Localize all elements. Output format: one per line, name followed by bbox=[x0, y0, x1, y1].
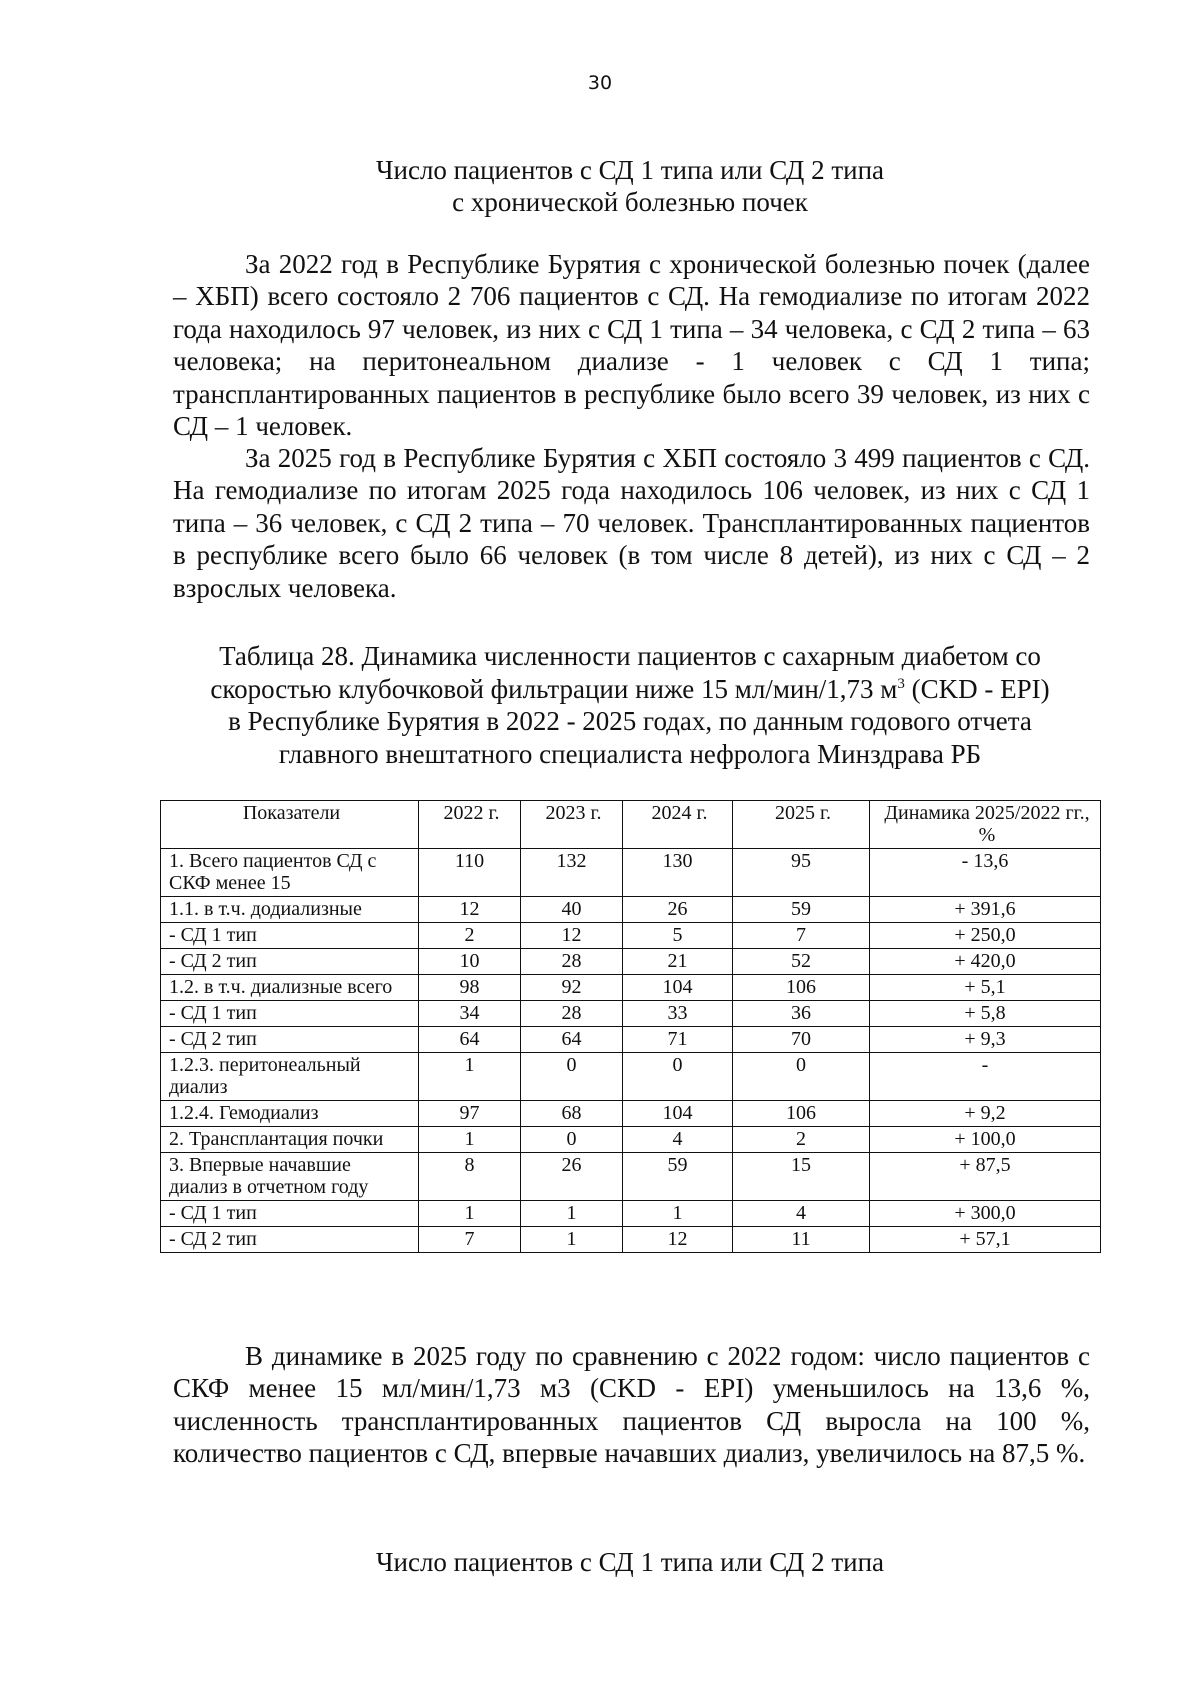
section-heading bbox=[170, 154, 1090, 218]
value-cell: 92 bbox=[521, 975, 623, 1001]
value-cell: 5 bbox=[623, 923, 733, 949]
table-caption-line-2-suffix: (CKD - EPI) bbox=[904, 673, 1050, 704]
row-label-cell: - СД 1 тип bbox=[161, 1001, 419, 1027]
section-heading-line-2: с хронической болезнью почек bbox=[452, 187, 808, 217]
column-header: Динамика 2025/2022 гг., % bbox=[870, 801, 1101, 849]
table-caption-line-2 bbox=[170, 673, 1090, 706]
section-heading-line-1: Число пациентов с СД 1 типа или СД 2 типа bbox=[375, 155, 885, 185]
table-row bbox=[161, 1053, 1101, 1101]
value-cell: 68 bbox=[521, 1101, 623, 1127]
table-row bbox=[161, 1001, 1101, 1027]
value-cell: 11 bbox=[733, 1227, 870, 1253]
row-label-cell: - СД 2 тип bbox=[161, 1027, 419, 1053]
value-cell: 28 bbox=[521, 949, 623, 975]
value-cell: 34 bbox=[419, 1001, 521, 1027]
table-row bbox=[161, 1101, 1101, 1127]
value-cell: 1 bbox=[521, 1227, 623, 1253]
value-cell: 110 bbox=[419, 849, 521, 897]
value-cell: 4 bbox=[623, 1127, 733, 1153]
row-label-cell: - СД 1 тип bbox=[161, 1201, 419, 1227]
value-cell: + 420,0 bbox=[870, 949, 1101, 975]
superscript-3: 3 bbox=[897, 675, 905, 692]
value-cell: + 391,6 bbox=[870, 897, 1101, 923]
table-row bbox=[161, 1201, 1101, 1227]
value-cell: 4 bbox=[733, 1201, 870, 1227]
value-cell: + 9,2 bbox=[870, 1101, 1101, 1127]
value-cell: + 57,1 bbox=[870, 1227, 1101, 1253]
value-cell: 7 bbox=[733, 923, 870, 949]
table-row bbox=[161, 1127, 1101, 1153]
value-cell: 0 bbox=[521, 1127, 623, 1153]
next-section-heading: Число пациентов с СД 1 типа или СД 2 типа bbox=[375, 1547, 885, 1577]
statistics-table bbox=[160, 800, 1101, 1253]
table-row bbox=[161, 1027, 1101, 1053]
value-cell: 21 bbox=[623, 949, 733, 975]
value-cell: 106 bbox=[733, 1101, 870, 1127]
table-row bbox=[161, 1227, 1101, 1253]
column-header: 2025 г. bbox=[733, 801, 870, 849]
table-row bbox=[161, 1153, 1101, 1201]
value-cell: 10 bbox=[419, 949, 521, 975]
column-header: 2024 г. bbox=[623, 801, 733, 849]
row-label-cell: 1.2. в т.ч. диализные всего bbox=[161, 975, 419, 1001]
row-label-cell: 1. Всего пациентов СД с СКФ менее 15 bbox=[161, 849, 419, 897]
value-cell: 1 bbox=[521, 1201, 623, 1227]
value-cell: + 9,3 bbox=[870, 1027, 1101, 1053]
value-cell: 106 bbox=[733, 975, 870, 1001]
value-cell: 33 bbox=[623, 1001, 733, 1027]
value-cell: 64 bbox=[419, 1027, 521, 1053]
column-header: 2022 г. bbox=[419, 801, 521, 849]
value-cell: + 87,5 bbox=[870, 1153, 1101, 1201]
value-cell: 130 bbox=[623, 849, 733, 897]
value-cell: 1 bbox=[623, 1201, 733, 1227]
value-cell: 1 bbox=[419, 1201, 521, 1227]
value-cell: 59 bbox=[623, 1153, 733, 1201]
table-body bbox=[161, 849, 1101, 1253]
value-cell: 36 bbox=[733, 1001, 870, 1027]
column-header-indicator: Показатели bbox=[161, 801, 419, 849]
paragraph-2025: За 2025 год в Республике Бурятия с ХБП состояло 3 499 пациентов с СД. На гемодиализе по итогам 2025 года находилось 106 человек, из них с СД 1 типа – 36 человек, с СД 2 типа – 70 человек. Трансплантированных пациентов в республике всего было 66 человек (в том числе 8 детей), из них с СД – 2 взрослых человека. bbox=[173, 443, 1090, 603]
value-cell: 104 bbox=[623, 1101, 733, 1127]
value-cell: 2 bbox=[419, 923, 521, 949]
value-cell: 59 bbox=[733, 897, 870, 923]
table-row bbox=[161, 923, 1101, 949]
value-cell: 26 bbox=[623, 897, 733, 923]
value-cell: 7 bbox=[419, 1227, 521, 1253]
value-cell: 12 bbox=[419, 897, 521, 923]
value-cell: + 100,0 bbox=[870, 1127, 1101, 1153]
table-caption-line-4: главного внештатного специалиста нефролога Минздрава РБ bbox=[278, 738, 982, 769]
value-cell: 52 bbox=[733, 949, 870, 975]
paragraph-summary: В динамике в 2025 году по сравнению с 2022 годом: число пациентов с СКФ менее 15 мл/мин/1,73 м3 (CKD - EPI) уменьшилось на 13,6 %, численность трансплантированных пациентов СД выросла на 100 %, количество пациентов с СД, впервые начавших диализ, увеличилось на 87,5 %. bbox=[173, 1341, 1090, 1469]
value-cell: 8 bbox=[419, 1153, 521, 1201]
value-cell: 0 bbox=[733, 1053, 870, 1101]
value-cell: 0 bbox=[521, 1053, 623, 1101]
row-label-cell: - СД 1 тип bbox=[161, 923, 419, 949]
column-header: 2023 г. bbox=[521, 801, 623, 849]
row-label-cell: - СД 2 тип bbox=[161, 949, 419, 975]
table-row bbox=[161, 975, 1101, 1001]
paragraph-2022: За 2022 год в Республике Бурятия с хронической болезнью почек (далее – ХБП) всего состояло 2 706 пациентов с СД. На гемодиализе по итогам 2022 года находилось 97 человек, из них с СД 1 типа – 34 человека, с СД 2 типа – 63 человека; на перитонеальном диализе - 1 человек с СД 1 типа; трансплантированных пациентов в республике было всего 39 человек, из них с СД – 1 человек. bbox=[173, 249, 1090, 442]
value-cell: 98 bbox=[419, 975, 521, 1001]
row-label-cell: 1.2.3. перитонеальный диализ bbox=[161, 1053, 419, 1101]
row-label-cell: 1.2.4. Гемодиализ bbox=[161, 1101, 419, 1127]
table-row bbox=[161, 897, 1101, 923]
page-number: 30 bbox=[587, 72, 613, 94]
value-cell: 95 bbox=[733, 849, 870, 897]
value-cell: 12 bbox=[623, 1227, 733, 1253]
value-cell: 64 bbox=[521, 1027, 623, 1053]
table-row bbox=[161, 849, 1101, 897]
table-row bbox=[161, 949, 1101, 975]
value-cell: 1 bbox=[419, 1053, 521, 1101]
value-cell: - 13,6 bbox=[870, 849, 1101, 897]
value-cell: 28 bbox=[521, 1001, 623, 1027]
table-caption-line-3: в Республике Бурятия в 2022 - 2025 годах, по данным годового отчета bbox=[228, 706, 1032, 736]
table-caption-line-2-text: скоростью клубочковой фильтрации ниже 15 мл/мин/1,73 м bbox=[210, 673, 898, 704]
value-cell: 2 bbox=[733, 1127, 870, 1153]
value-cell: + 250,0 bbox=[870, 923, 1101, 949]
table-caption bbox=[170, 640, 1090, 770]
value-cell: 15 bbox=[733, 1153, 870, 1201]
value-cell: 97 bbox=[419, 1101, 521, 1127]
value-cell: + 5,1 bbox=[870, 975, 1101, 1001]
value-cell: + 300,0 bbox=[870, 1201, 1101, 1227]
value-cell: 26 bbox=[521, 1153, 623, 1201]
row-label-cell: 2. Трансплантация почки bbox=[161, 1127, 419, 1153]
value-cell: 1 bbox=[419, 1127, 521, 1153]
value-cell: 104 bbox=[623, 975, 733, 1001]
row-label-cell: 3. Впервые начавшие диализ в отчетном году bbox=[161, 1153, 419, 1201]
value-cell: 132 bbox=[521, 849, 623, 897]
value-cell: 40 bbox=[521, 897, 623, 923]
table-header-row bbox=[161, 801, 1101, 849]
value-cell: + 5,8 bbox=[870, 1001, 1101, 1027]
table-caption-line-1: Таблица 28. Динамика численности пациентов с сахарным диабетом со bbox=[219, 641, 1041, 671]
value-cell: 70 bbox=[733, 1027, 870, 1053]
value-cell: 71 bbox=[623, 1027, 733, 1053]
value-cell: 0 bbox=[623, 1053, 733, 1101]
value-cell: - bbox=[870, 1053, 1101, 1101]
row-label-cell: 1.1. в т.ч. додиализные bbox=[161, 897, 419, 923]
value-cell: 12 bbox=[521, 923, 623, 949]
row-label-cell: - СД 2 тип bbox=[161, 1227, 419, 1253]
